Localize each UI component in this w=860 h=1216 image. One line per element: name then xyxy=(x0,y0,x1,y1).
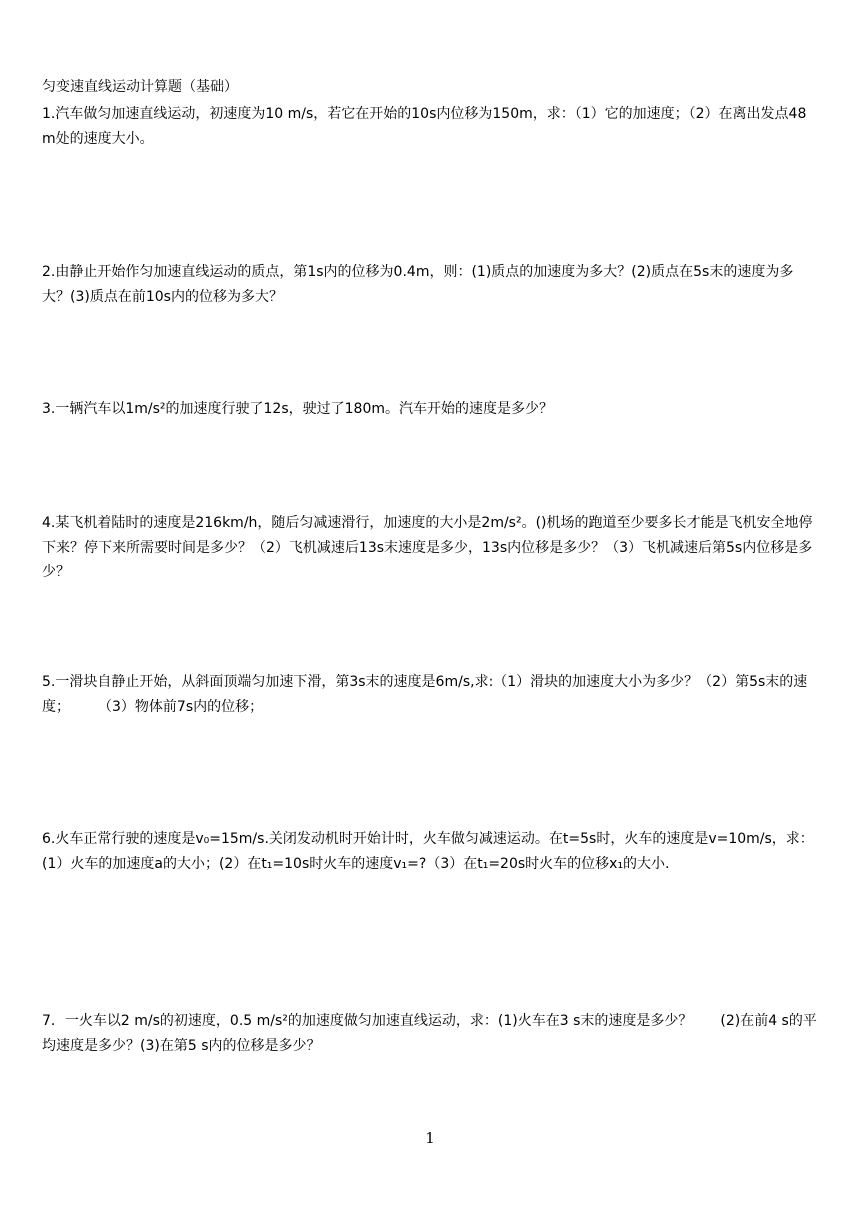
question-1 xyxy=(42,102,820,151)
question-text: 4.某飞机着陆时的速度是216km/h，随后匀减速滑行，加速度的大小是2m/s²。()机场的跑道至少要多长才能是飞机安全地停下来？停下来所需要时间是多少？（2）飞机减速后13s末速度是多少，13s内位移是多少？（3）飞机减速后第5s内位移是多少？ xyxy=(42,515,813,580)
document-title: 匀变速直线运动计算题（基础） xyxy=(42,79,238,95)
question-text: 3.一辆汽车以1m/s²的加速度行驶了12s，驶过了180m。汽车开始的速度是多少？ xyxy=(42,401,553,417)
question-2 xyxy=(42,260,820,309)
question-7 xyxy=(42,1009,820,1058)
question-5 xyxy=(42,670,820,719)
page-number: 1 xyxy=(425,1129,435,1147)
question-text: 7．一火车以2 m/s的初速度，0.5 m/s²的加速度做匀加速直线运动，求：(1)火车在3 s末的速度是多少？ (2)在前4 s的平均速度是多少？(3)在第5 s内的位移是多少？ xyxy=(42,1013,817,1054)
question-text: 5.一滑块自静止开始，从斜面顶端匀加速下滑，第3s末的速度是6m/s,求:（1）滑块的加速度大小为多少？（2）第5s末的速度； （3）物体前7s内的位移； xyxy=(42,674,808,715)
question-text: 1.汽车做匀加速直线运动，初速度为10 m/s，若它在开始的10s内位移为150m，求：（1）它的加速度；（2）在离出发点48 m处的速度大小。 xyxy=(42,106,807,147)
question-text: 2.由静止开始作匀加速直线运动的质点，第1s内的位移为0.4m，则：(1)质点的加速度为多大？(2)质点在5s末的速度为多大？(3)质点在前10s内的位移为多大？ xyxy=(42,264,794,305)
question-text: 6.火车正常行驶的速度是v₀=15m/s.关闭发动机时开始计时，火车做匀减速运动。在t=5s时，火车的速度是v=10m/s，求：(1）火车的加速度a的大小；(2）在t₁=10s时火车的速度v₁=?（3）在t₁=20s时火车的位移x₁的大小. xyxy=(42,831,814,872)
question-3 xyxy=(42,397,820,422)
question-6 xyxy=(42,827,820,876)
question-4 xyxy=(42,511,820,585)
